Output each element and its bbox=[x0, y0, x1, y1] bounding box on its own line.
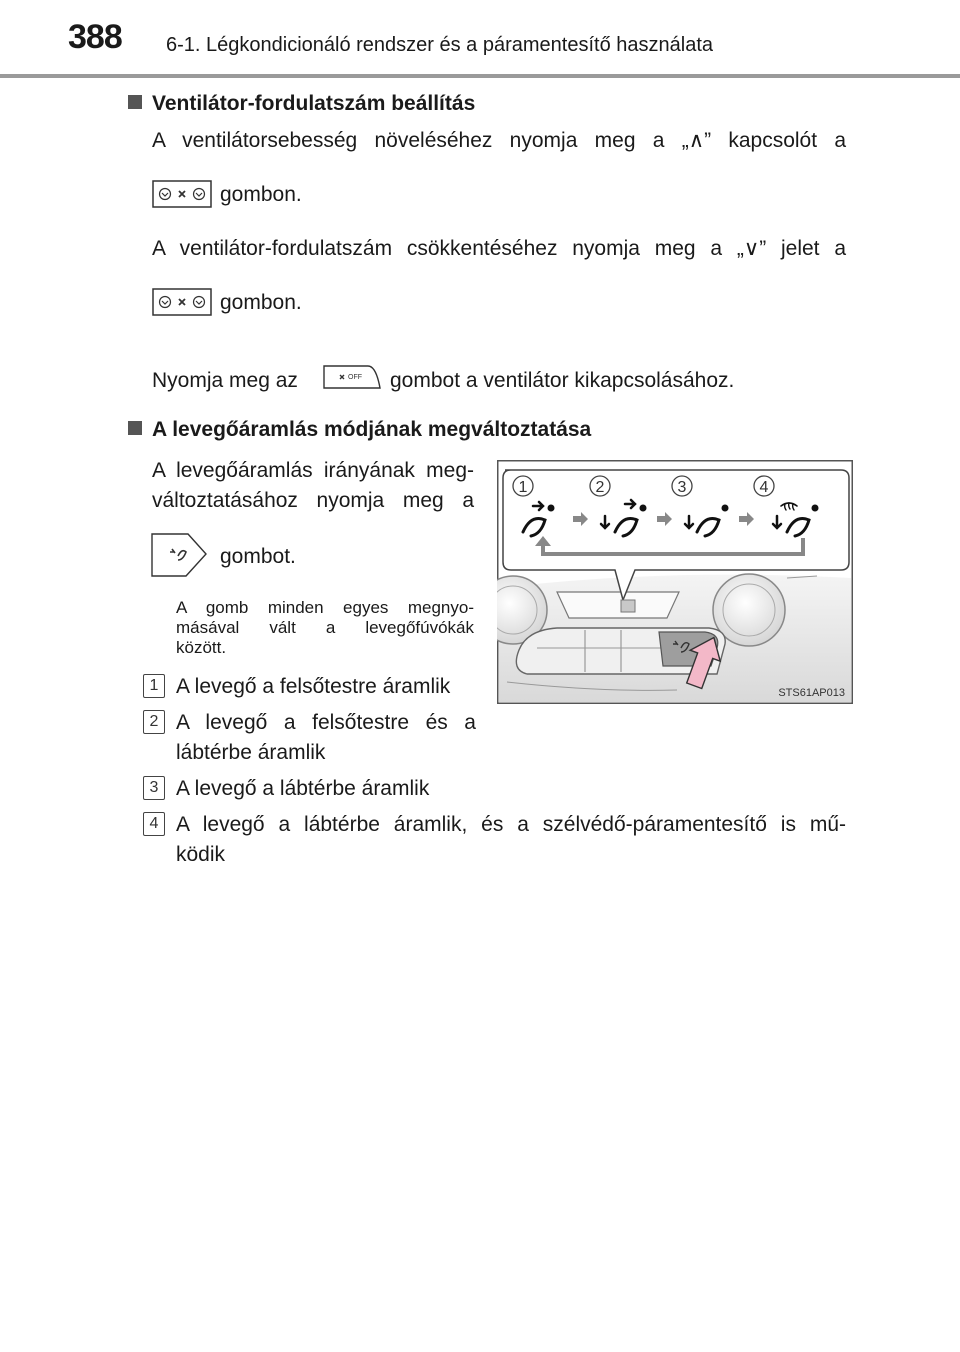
callout-4: 4 bbox=[759, 479, 769, 496]
fan-speed-button-icon bbox=[152, 288, 212, 316]
callout-1: 1 bbox=[518, 479, 528, 496]
callout-3: 3 bbox=[677, 479, 687, 496]
mode-4-number: 4 bbox=[143, 812, 165, 836]
airflow-note-line-1: A gomb minden egyes megnyo- bbox=[176, 598, 474, 617]
off-button-label: OFF bbox=[348, 374, 362, 381]
fan-increase-line: A ventilátorsebesség növeléséhez nyomja meg a „∧” kapcsolót a bbox=[152, 129, 846, 152]
airflow-mode-illustration bbox=[497, 460, 853, 704]
mode-2-text-line-2: lábtérbe áramlik bbox=[176, 741, 326, 764]
mode-4-text-line-1: A levegő a lábtérbe áramlik, és a szélvédő-páramentesítő is mű- bbox=[176, 813, 846, 836]
fan-decrease-line: A ventilátor-fordulatszám csökkentéséhez nyomja meg a „∨” jelet a bbox=[152, 237, 846, 260]
mode-3-text: A levegő a lábtérbe áramlik bbox=[176, 777, 430, 800]
airflow-mode-button-icon bbox=[148, 530, 210, 580]
mode-4-text-line-2: ködik bbox=[176, 843, 226, 866]
fan-section-title: Ventilátor-fordulatszám beállítás bbox=[152, 92, 476, 115]
square-bullet-icon bbox=[128, 421, 142, 435]
mode-1-number: 1 bbox=[143, 674, 165, 698]
square-bullet-icon bbox=[128, 95, 142, 109]
airflow-section-title: A levegőáramlás módjának megváltoztatása bbox=[152, 418, 592, 441]
header-divider bbox=[0, 74, 960, 78]
airflow-intro-line-1: A levegőáramlás irányának meg- bbox=[152, 459, 474, 482]
mode-2-text-line-1: A levegő a felsőtestre és a bbox=[176, 711, 476, 734]
airflow-note bbox=[176, 598, 474, 658]
callout-2: 2 bbox=[595, 479, 605, 496]
fan-increase-line-end: gombon. bbox=[220, 183, 302, 206]
fan-off-suffix: gombot a ventilátor kikapcsolásához. bbox=[390, 369, 735, 392]
fan-off-prefix: Nyomja meg az bbox=[152, 369, 298, 392]
fan-decrease-line-end: gombon. bbox=[220, 291, 302, 314]
page-number: 388 bbox=[68, 18, 122, 56]
mode-1-text: A levegő a felsőtestre áramlik bbox=[176, 675, 451, 698]
fan-off-button-icon bbox=[322, 364, 382, 390]
airflow-note-line-3: között. bbox=[176, 638, 227, 657]
airflow-intro-line-3: gombot. bbox=[220, 545, 296, 568]
center-display bbox=[557, 592, 679, 618]
airflow-intro-line-2: változtatásához nyomja meg a bbox=[152, 489, 474, 512]
chapter-title: 6-1. Légkondicionáló rendszer és a páramentesítő használata bbox=[166, 34, 714, 56]
mode-3-number: 3 bbox=[143, 776, 165, 800]
airflow-section-heading bbox=[128, 418, 591, 442]
illustration-code: STS61AP013 bbox=[778, 687, 845, 699]
mode-2-number: 2 bbox=[143, 710, 165, 734]
fan-speed-button-icon bbox=[152, 180, 212, 208]
airflow-note-line-2: másával vált a levegőfúvókák bbox=[176, 618, 474, 637]
fan-section-heading bbox=[128, 92, 475, 116]
